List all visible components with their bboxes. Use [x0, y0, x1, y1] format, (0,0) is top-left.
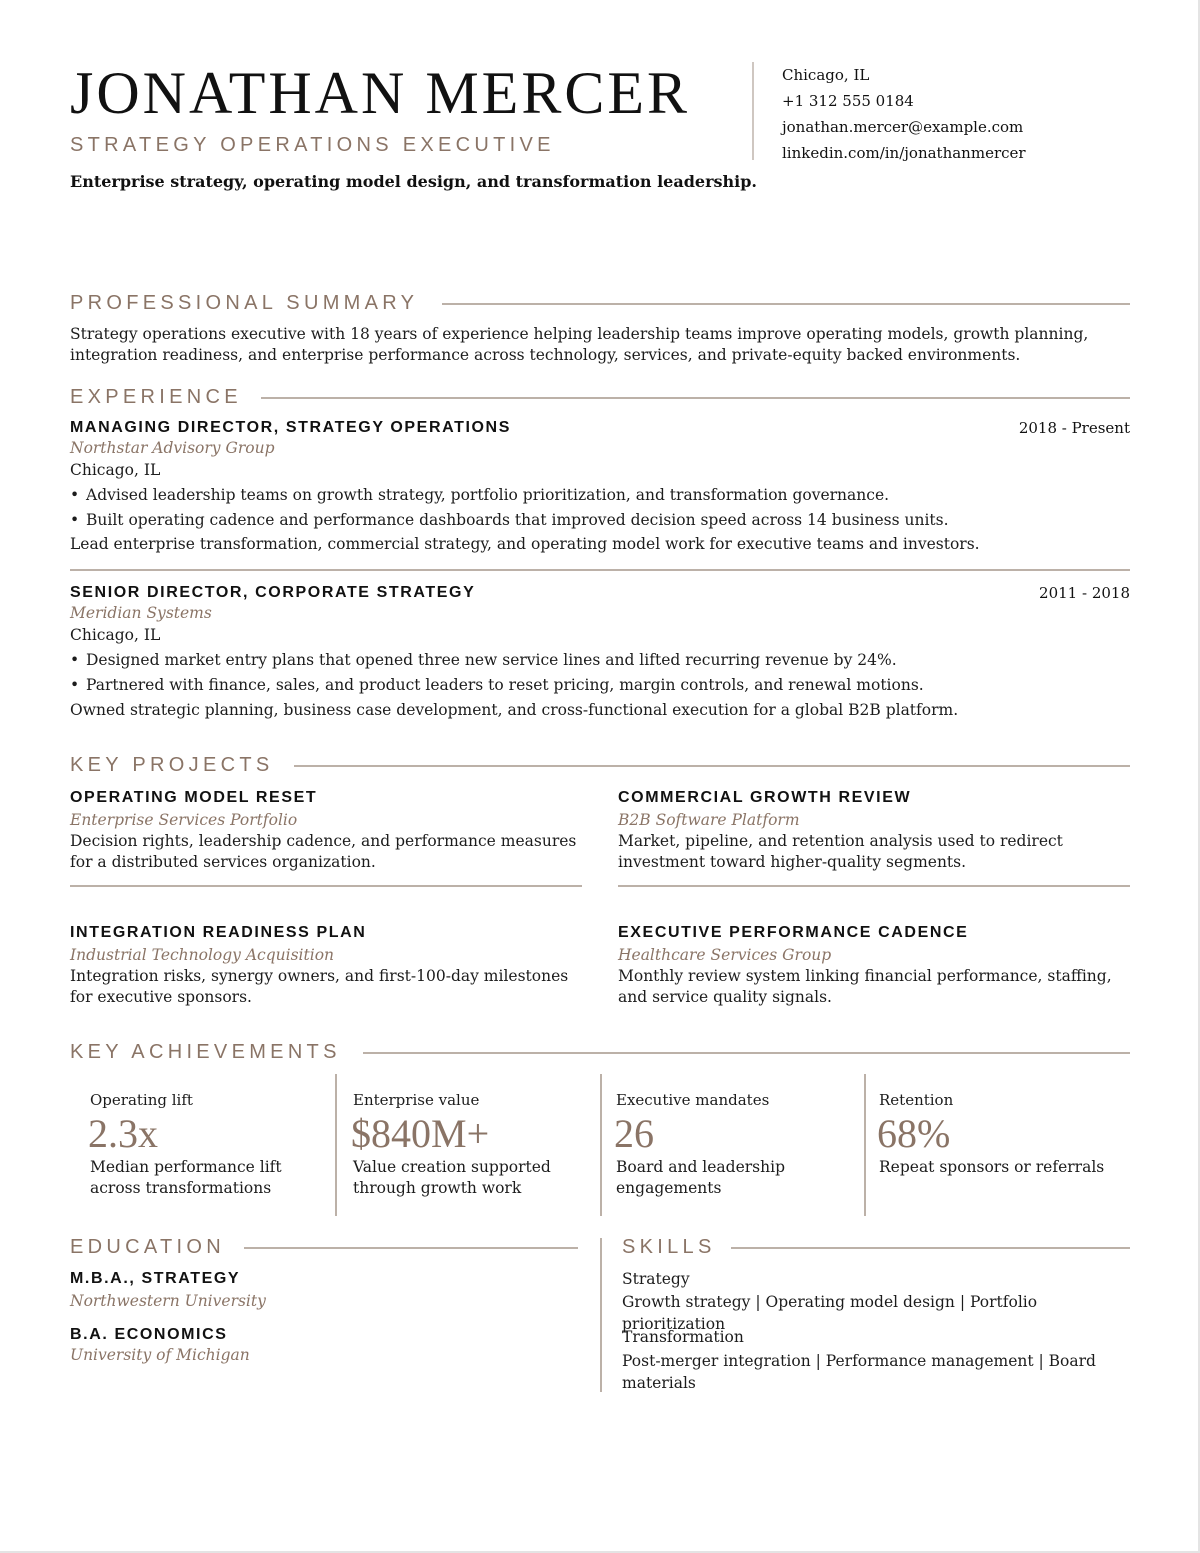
project-desc: Decision rights, leadership cadence, and performance measures for a distributed services organization. — [70, 832, 577, 871]
section-heading-summary — [70, 291, 1130, 315]
candidate-tagline: Enterprise strategy, operating model design, and transformation leadership. — [70, 172, 757, 191]
project-card — [618, 923, 1130, 1008]
section-rule — [244, 1247, 578, 1249]
section-heading-label: PROFESSIONAL SUMMARY — [70, 292, 419, 314]
contact-linkedin: linkedin.com/in/jonathanmercer — [782, 144, 1026, 162]
project-card — [618, 788, 1130, 873]
job-entry — [70, 419, 1130, 559]
candidate-name: JONATHAN MERCER — [70, 60, 691, 126]
section-heading-label: SKILLS — [622, 1236, 716, 1258]
job-divider — [70, 569, 1130, 571]
job-bullet: • Partnered with finance, sales, and product leaders to reset pricing, margin controls, and renewal motions. — [70, 676, 924, 694]
project-divider — [70, 885, 582, 887]
job-summary: Lead enterprise transformation, commercial strategy, and operating model work for executive teams and investors. — [70, 535, 980, 553]
achievement-desc: Board and leadership engagements — [616, 1158, 785, 1197]
job-bullet: • Advised leadership teams on growth strategy, portfolio prioritization, and transformation governance. — [70, 486, 890, 504]
achievement-label: Executive mandates — [616, 1091, 770, 1109]
achievement-label: Retention — [879, 1091, 954, 1109]
job-bullet: • Built operating cadence and performance dashboards that improved decision speed across 14 business units. — [70, 511, 949, 529]
achievement-card — [596, 1074, 859, 1216]
education-school: University of Michigan — [70, 1346, 250, 1364]
section-heading-education — [70, 1235, 578, 1259]
project-org: B2B Software Platform — [618, 811, 800, 829]
project-org: Enterprise Services Portfolio — [70, 811, 298, 829]
job-bullet-text: Built operating cadence and performance dashboards that improved decision speed across 14 business units. — [86, 511, 949, 529]
candidate-title: STRATEGY OPERATIONS EXECUTIVE — [70, 134, 555, 156]
job-dates: 2011 - 2018 — [1039, 584, 1130, 602]
achievement-value: $840M+ — [351, 1111, 490, 1156]
section-heading-achievements — [70, 1040, 1130, 1064]
project-org: Industrial Technology Acquisition — [70, 946, 335, 964]
skill-list: Growth strategy | Operating model design | Portfolio prioritization — [622, 1293, 1038, 1333]
job-summary: Owned strategic planning, business case development, and cross-functional execution for a global B2B platform. — [70, 701, 959, 719]
education-degree: B.A. ECONOMICS — [70, 1326, 228, 1343]
section-rule — [294, 765, 1130, 767]
achievement-value: 68% — [877, 1111, 951, 1156]
project-desc: Monthly review system linking financial performance, staffing, and service quality signals. — [618, 967, 1112, 1006]
achievement-value: 2.3x — [88, 1111, 158, 1156]
job-company: Meridian Systems — [70, 604, 212, 622]
section-rule — [363, 1052, 1130, 1054]
job-bullet-text: Partnered with finance, sales, and product leaders to reset pricing, margin controls, and renewal motions. — [86, 676, 924, 694]
job-dates: 2018 - Present — [1018, 419, 1130, 437]
contact-location: Chicago, IL — [782, 66, 870, 84]
achievement-label: Operating lift — [90, 1091, 193, 1109]
column-divider — [600, 1238, 602, 1392]
project-org: Healthcare Services Group — [618, 946, 832, 964]
skill-category: Transformation — [622, 1328, 744, 1346]
section-heading-label: EXPERIENCE — [70, 386, 242, 408]
skill-list: Post-merger integration | Performance management | Board materials — [622, 1352, 1096, 1392]
achievement-value: 26 — [614, 1111, 654, 1156]
project-card — [70, 788, 582, 873]
header-divider — [752, 62, 754, 160]
section-heading-label: KEY PROJECTS — [70, 754, 274, 776]
project-title: EXECUTIVE PERFORMANCE CADENCE — [618, 924, 969, 941]
job-bullet-text: Designed market entry plans that opened three new service lines and lifted recurring revenue by 24%. — [86, 651, 897, 669]
achievement-card — [333, 1074, 596, 1216]
section-heading-label: KEY ACHIEVEMENTS — [70, 1041, 341, 1063]
contact-email: jonathan.mercer@example.com — [782, 118, 1024, 136]
section-heading-projects — [70, 753, 1130, 777]
job-role: SENIOR DIRECTOR, CORPORATE STRATEGY — [70, 584, 476, 601]
job-entry — [70, 584, 1130, 724]
resume-page — [70, 0, 1130, 1553]
project-title: OPERATING MODEL RESET — [70, 789, 318, 806]
job-location: Chicago, IL — [70, 626, 161, 644]
project-desc: Market, pipeline, and retention analysis used to redirect investment toward higher-quality segments. — [618, 832, 1063, 871]
achievement-card — [859, 1074, 1122, 1216]
achievement-desc: Value creation supported through growth work — [353, 1158, 551, 1197]
achievement-label: Enterprise value — [353, 1091, 480, 1109]
skill-category: Strategy — [622, 1270, 690, 1288]
achievement-desc: Repeat sponsors or referrals — [879, 1158, 1105, 1176]
section-rule — [442, 303, 1130, 305]
contact-phone: +1 312 555 0184 — [782, 92, 914, 110]
summary-text: Strategy operations executive with 18 years of experience helping leadership teams improve operating models, growth planning, integration readiness, and enterprise performance across technology, services, and private-equity backed environments. — [70, 325, 1089, 364]
achievement-desc: Median performance lift across transformations — [90, 1158, 282, 1197]
job-bullet-text: Advised leadership teams on growth strategy, portfolio prioritization, and transformation governance. — [86, 486, 890, 504]
job-company: Northstar Advisory Group — [70, 439, 275, 457]
achievement-card — [70, 1074, 333, 1216]
section-heading-experience — [70, 385, 1130, 409]
job-bullet: • Designed market entry plans that opened three new service lines and lifted recurring revenue by 24%. — [70, 651, 897, 669]
section-rule — [261, 397, 1130, 399]
education-school: Northwestern University — [70, 1292, 266, 1310]
project-desc: Integration risks, synergy owners, and first-100-day milestones for executive sponsors. — [70, 967, 569, 1006]
job-location: Chicago, IL — [70, 461, 161, 479]
contact-block — [782, 62, 1026, 166]
section-heading-skills — [622, 1235, 1130, 1259]
project-divider — [618, 885, 1130, 887]
resume-header — [70, 58, 1130, 208]
section-heading-label: EDUCATION — [70, 1236, 225, 1258]
education-degree: M.B.A., STRATEGY — [70, 1270, 241, 1287]
project-card — [70, 923, 582, 1008]
project-title: INTEGRATION READINESS PLAN — [70, 924, 367, 941]
job-role: MANAGING DIRECTOR, STRATEGY OPERATIONS — [70, 419, 511, 436]
project-title: COMMERCIAL GROWTH REVIEW — [618, 789, 912, 806]
section-rule — [731, 1247, 1130, 1249]
